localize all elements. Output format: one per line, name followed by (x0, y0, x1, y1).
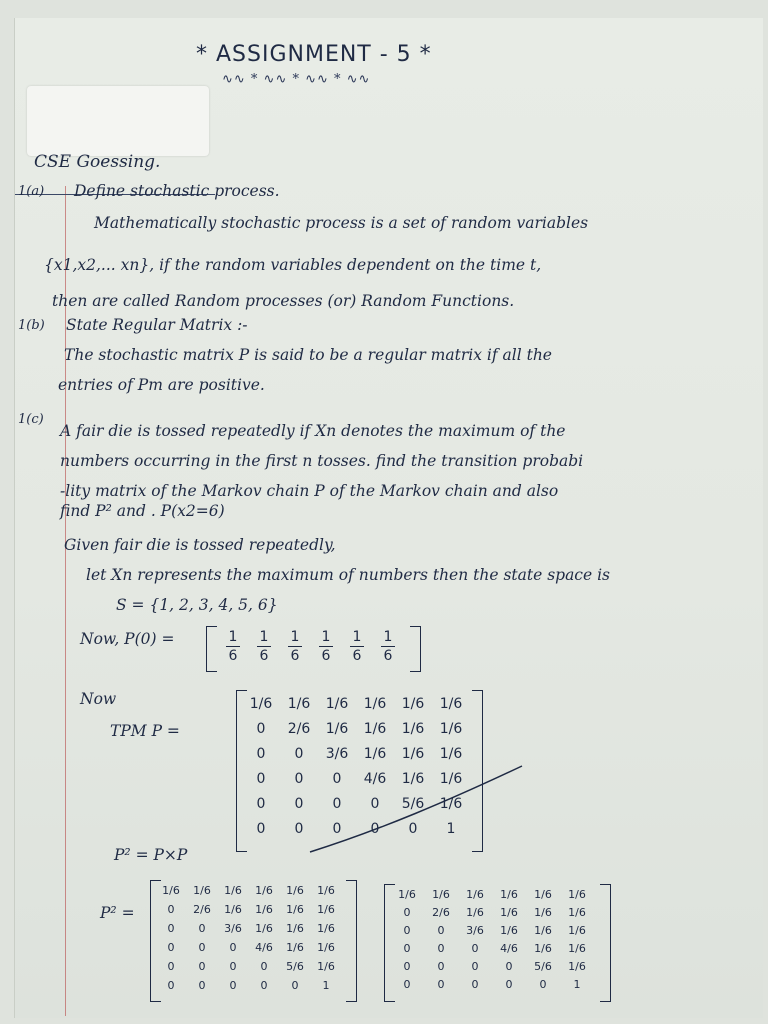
left-matrix-cell: 5/6 (286, 960, 304, 973)
q1b-question: State Regular Matrix :- (66, 316, 248, 334)
p2-label: P² = (100, 904, 135, 922)
tpm-cell: 1/6 (401, 771, 425, 787)
right-matrix-cell: 0 (471, 942, 479, 955)
left-matrix-cell: 0 (167, 941, 175, 954)
right-matrix-cell: 1/6 (432, 888, 450, 901)
tpm-cell: 1/6 (401, 696, 425, 712)
tpm-cell: 1/6 (325, 721, 349, 737)
right-matrix-cell: 1/6 (568, 888, 586, 901)
p0-entry: 1 6 (222, 628, 244, 665)
left-matrix-cell: 0 (229, 979, 237, 992)
right-matrix-cell: 0 (539, 978, 547, 991)
left-matrix-cell: 1/6 (224, 903, 242, 916)
tpm-cell: 0 (294, 821, 304, 837)
right-matrix-cell: 1/6 (500, 888, 518, 901)
tpm-cell: 0 (256, 771, 266, 787)
tpm-cell: 0 (294, 746, 304, 762)
right-matrix-cell: 0 (403, 906, 411, 919)
tpm-cell: 0 (256, 721, 266, 737)
right-matrix-cell: 0 (505, 978, 513, 991)
right-matrix-cell: 0 (471, 960, 479, 973)
right-matrix-cell: 1/6 (568, 924, 586, 937)
tpm-cell: 1/6 (439, 746, 463, 762)
left-matrix-cell: 0 (291, 979, 299, 992)
left-matrix-cell: 1/6 (286, 884, 304, 897)
tpm-cell: 1/6 (401, 721, 425, 737)
right-matrix-cell: 0 (403, 978, 411, 991)
right-matrix-cell: 1/6 (568, 942, 586, 955)
tpm-cell: 0 (256, 746, 266, 762)
q1a-line: then are called Random processes (or) Random Functions. (52, 292, 515, 310)
left-matrix-cell: 1/6 (162, 884, 180, 897)
p0-label: Now, P(0) = (80, 630, 175, 648)
tpm-cell: 5/6 (401, 796, 425, 812)
right-matrix-cell: 3/6 (466, 924, 484, 937)
p0-entry: 1 6 (315, 628, 337, 665)
left-matrix-cell: 1/6 (255, 884, 273, 897)
right-matrix-cell: 1/6 (500, 906, 518, 919)
right-matrix-cell: 1/6 (398, 888, 416, 901)
right-matrix-cell: 0 (471, 978, 479, 991)
left-matrix-cell: 1/6 (317, 941, 335, 954)
right-matrix-cell: 0 (437, 942, 445, 955)
margin-line (65, 186, 66, 1016)
right-matrix-cell: 1/6 (568, 960, 586, 973)
left-matrix-cell: 1/6 (286, 903, 304, 916)
q1c-number: 1(c) (18, 412, 44, 427)
right-matrix-cell: 4/6 (500, 942, 518, 955)
q1b-line: The stochastic matrix P is said to be a regular matrix if all the (64, 346, 552, 364)
right-matrix-cell: 1/6 (466, 906, 484, 919)
assignment-title: * ASSIGNMENT - 5 * (196, 42, 432, 67)
right-matrix-cell: 2/6 (432, 906, 450, 919)
left-matrix-cell: 0 (229, 941, 237, 954)
tpm-cell: 0 (332, 771, 342, 787)
tpm-cell: 1/6 (401, 746, 425, 762)
q1b-number: 1(b) (18, 318, 45, 333)
tpm-cell: 1/6 (363, 746, 387, 762)
left-matrix-cell: 3/6 (224, 922, 242, 935)
tpm-cell: 0 (408, 821, 418, 837)
p0-entry: 1 6 (346, 628, 368, 665)
right-matrix-cell: 1/6 (534, 906, 552, 919)
right-matrix-cell: 0 (437, 924, 445, 937)
tpm-label: TPM P = (110, 722, 180, 740)
p0-right-bracket (410, 626, 421, 672)
p0-left-bracket (206, 626, 217, 672)
left-matrix-cell: 0 (198, 941, 206, 954)
left-matrix-cell: 4/6 (255, 941, 273, 954)
now-label: Now (80, 690, 117, 708)
right-matrix-cell: 1/6 (534, 888, 552, 901)
left-matrix-cell: 0 (198, 979, 206, 992)
left-matrix-cell: 0 (260, 960, 268, 973)
right-matrix-cell: 0 (403, 942, 411, 955)
right-matrix-cell: 1/6 (568, 906, 586, 919)
tpm-cell: 1/6 (439, 771, 463, 787)
q1a-number: 1(a) (18, 184, 45, 199)
left-matrix-cell: 1/6 (317, 960, 335, 973)
left-matrix-cell: 0 (167, 960, 175, 973)
tpm-cell: 1/6 (439, 721, 463, 737)
q1a-question: Define stochastic process. (74, 182, 280, 200)
right-matrix-cell: 1/6 (500, 924, 518, 937)
left-matrix-cell: 0 (167, 903, 175, 916)
tpm-cell: 0 (370, 821, 380, 837)
state-space: S = {1, 2, 3, 4, 5, 6} (116, 596, 278, 614)
left-matrix-cell: 0 (229, 960, 237, 973)
tpm-cell: 1/6 (287, 696, 311, 712)
left-matrix-cell: 1 (322, 979, 330, 992)
tpm-cell: 1/6 (249, 696, 273, 712)
left-matrix-cell: 1/6 (193, 884, 211, 897)
q1b-line: entries of Pm are positive. (58, 376, 265, 394)
tpm-cell: 1/6 (325, 696, 349, 712)
q1c-answer-line: let Xn represents the maximum of numbers then the state space is (86, 566, 611, 584)
redacted-region (27, 86, 209, 156)
right-matrix-cell: 0 (403, 960, 411, 973)
tpm-cell: 1/6 (363, 721, 387, 737)
tpm-cell: 1/6 (439, 696, 463, 712)
p0-entry: 1 6 (253, 628, 275, 665)
right-matrix-cell: 1/6 (534, 942, 552, 955)
right-matrix-cell: 1/6 (534, 924, 552, 937)
left-matrix-cell: 2/6 (193, 903, 211, 916)
tpm-cell: 1/6 (363, 696, 387, 712)
p0-entry: 1 6 (377, 628, 399, 665)
q1c-line: numbers occurring in the first n tosses. find the transition probabi (60, 452, 584, 470)
left-matrix-right-bracket (346, 880, 357, 1002)
left-matrix-cell: 0 (198, 960, 206, 973)
q1c-line: find P² and . P(x2=6) (60, 502, 225, 520)
right-matrix-cell: 0 (437, 960, 445, 973)
tpm-cell: 0 (370, 796, 380, 812)
tpm-cell: 0 (256, 796, 266, 812)
q1a-line: Mathematically stochastic process is a set of random variables (94, 214, 589, 232)
left-matrix-cell: 1/6 (286, 922, 304, 935)
left-matrix-cell: 0 (167, 922, 175, 935)
tpm-cell: 0 (332, 796, 342, 812)
tpm-cell: 0 (332, 821, 342, 837)
tpm-cell: 4/6 (363, 771, 387, 787)
q1c-answer-line: Given fair die is tossed repeatedly, (64, 536, 336, 554)
tpm-cell: 0 (294, 796, 304, 812)
left-matrix-cell: 1/6 (255, 922, 273, 935)
p2-equation: P² = P×P (114, 846, 188, 864)
scribble-stroke (300, 760, 530, 860)
right-matrix-cell: 1 (573, 978, 581, 991)
tpm-cell: 3/6 (325, 746, 349, 762)
tpm-cell: 2/6 (287, 721, 311, 737)
right-matrix-cell: 0 (505, 960, 513, 973)
tpm-cell: 1 (446, 821, 456, 837)
left-matrix-cell: 1/6 (317, 903, 335, 916)
tpm-cell: 0 (294, 771, 304, 787)
right-matrix-cell: 5/6 (534, 960, 552, 973)
left-matrix-cell: 0 (198, 922, 206, 935)
p0-entry: 1 6 (284, 628, 306, 665)
left-matrix-cell: 1/6 (224, 884, 242, 897)
left-matrix-cell: 0 (167, 979, 175, 992)
q1c-line: -lity matrix of the Markov chain P of the Markov chain and also (60, 482, 559, 500)
left-matrix-cell: 1/6 (317, 884, 335, 897)
right-matrix-cell: 1/6 (466, 888, 484, 901)
left-matrix-cell: 1/6 (286, 941, 304, 954)
title-decoration: ∿∿ * ∿∿ * ∿∿ * ∿∿ (222, 72, 371, 87)
left-matrix-cell: 0 (260, 979, 268, 992)
right-matrix-cell: 0 (437, 978, 445, 991)
tpm-cell: 0 (256, 821, 266, 837)
subject-name: CSE Goessing. (34, 152, 161, 172)
tpm-cell: 1/6 (439, 796, 463, 812)
q1a-line: {x1,x2,... xn}, if the random variables dependent on the time t, (44, 256, 542, 274)
right-matrix-right-bracket (600, 884, 611, 1002)
q1c-line: A fair die is tossed repeatedly if Xn denotes the maximum of the (60, 422, 566, 440)
left-matrix-cell: 1/6 (255, 903, 273, 916)
right-matrix-cell: 0 (403, 924, 411, 937)
left-matrix-cell: 1/6 (317, 922, 335, 935)
